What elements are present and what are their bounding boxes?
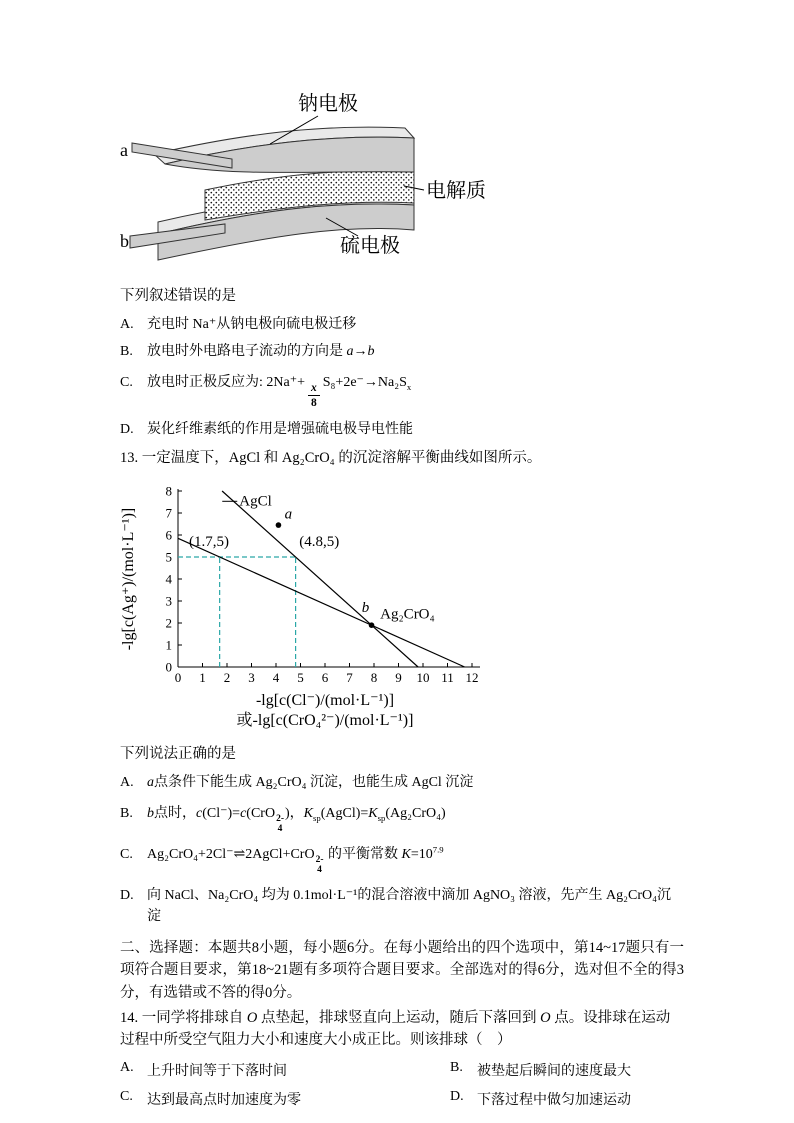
battery-diagram — [120, 86, 540, 278]
q14-options — [120, 1060, 684, 1109]
q14-stem: 14. 一同学将排球自 O 点垫起，排球竖直向上运动，随后下落回到 O 点。设排球在运动过程中所受空气阻力大小和速度大小成正比。则该排球（ ） — [120, 1010, 671, 1049]
y-tick-label: 6 — [165, 527, 172, 543]
x-tick-label: 10 — [416, 670, 430, 686]
option-letter: D. — [450, 1088, 464, 1104]
q14-option-a — [120, 1060, 450, 1080]
annotation: Ag₂CrO₄ — [380, 606, 435, 623]
data-point — [276, 523, 282, 529]
x-tick-label: 3 — [248, 670, 255, 686]
annotation: (1.7,5) — [189, 534, 230, 551]
sulfur-electrode-label: 硫电极 — [340, 235, 400, 257]
option-text: a点条件下能生成 Ag₂CrO₄ 沉淀，也能生成 AgCl 沉淀 — [147, 775, 474, 791]
terminal-a-label: a — [120, 140, 128, 160]
q13-option-c — [120, 845, 684, 875]
option-letter: A. — [120, 316, 134, 332]
annotation: AgCl — [239, 493, 272, 510]
option-text: 放电时外电路电子流动的方向是 a→b — [147, 344, 375, 360]
y-tick-label: 3 — [165, 593, 172, 609]
series-line — [178, 539, 465, 668]
q13-question: 下列说法正确的是 — [120, 746, 236, 763]
option-letter: B. — [120, 806, 133, 822]
q14-option-c — [120, 1089, 450, 1109]
option-text: 下落过程中做匀加速运动 — [477, 1092, 631, 1108]
x-tick-label: 4 — [272, 670, 280, 686]
x-tick-label: 11 — [441, 670, 454, 686]
x-tick-label: 2 — [223, 670, 231, 686]
option-text: 充电时 Na⁺从钠电极向硫电极迁移 — [147, 316, 357, 332]
annotation: b — [361, 600, 370, 617]
x-tick-label: 1 — [199, 670, 206, 686]
y-tick-label: 0 — [165, 659, 172, 675]
electrolyte-label: 电解质 — [426, 180, 486, 202]
x-tick-label: 9 — [395, 670, 402, 686]
x-tick-label: 12 — [465, 670, 479, 686]
q13-option-a — [120, 773, 684, 793]
y-tick-label: 1 — [165, 637, 172, 653]
option-letter: C. — [120, 847, 133, 863]
q13-option-d — [120, 886, 684, 927]
option-letter: C. — [120, 1088, 133, 1104]
y-tick-label: 8 — [165, 483, 172, 499]
x-axis-label: -lg[c(Cl⁻)/(mol·L⁻¹)] — [255, 692, 395, 710]
q13-option-b — [120, 804, 684, 834]
q12-option-a — [120, 315, 684, 335]
option-letter: D. — [120, 888, 134, 904]
y-tick-label: 2 — [165, 615, 172, 631]
terminal-b-label: b — [120, 231, 129, 251]
section2-instructions: 二、选择题：本题共8小题，每小题6分。在每小题给出的四个选项中，第14~17题只有一项符合题目要求，第18~21题有多项符合题目要求。全部选对的得6分，选对但不全的得3分，有选错或不答的得0分。 — [120, 939, 684, 1001]
option-letter: C. — [120, 375, 133, 391]
option-text: 被垫起后瞬间的速度最大 — [477, 1063, 631, 1079]
option-text: 达到最高点时加速度为零 — [147, 1092, 301, 1108]
option-text: 炭化纤维素纸的作用是增强硫电极导电性能 — [147, 422, 413, 438]
option-letter: B. — [120, 344, 133, 360]
q12-stem: 下列叙述错误的是 — [120, 288, 236, 304]
solubility-equilibrium-chart — [120, 475, 494, 735]
option-letter: B. — [450, 1059, 463, 1075]
option-letter: A. — [120, 1059, 134, 1075]
x-tick-label: 0 — [174, 670, 182, 686]
x-tick-label: 8 — [370, 670, 378, 686]
annotation: a — [284, 506, 293, 523]
q12-option-d — [120, 420, 684, 440]
series-line — [222, 491, 418, 667]
q14-option-d — [450, 1089, 684, 1109]
option-text: Ag₂CrO₄+2Cl⁻⇌2AgCl+CrO 2- 4 的平衡常数 $K=10^{7.9}$ — [147, 844, 444, 875]
option-text: 上升时间等于下落时间 — [147, 1063, 287, 1079]
solubility-chart-block — [120, 475, 684, 740]
x-axis-label-line2: 或-lg[c(CrO₄²⁻)/(mol·L⁻¹)] — [236, 712, 414, 730]
option-text: 放电时正极反应为: 2Na⁺+ $\frac{x}{8}$ $S_8+2e^-\to Na_2S_x$ — [147, 375, 412, 410]
data-point — [369, 623, 375, 629]
option-letter: A. — [120, 775, 134, 791]
option-text: b点时，c(Cl⁻)=c(CrO 2- 4 )，$K_{sp}(AgCl)=K_{sp}(Ag_2CrO_4)$ — [147, 806, 446, 834]
y-axis-label: -lg[c(Ag⁺)/(mol·L⁻¹)] — [120, 508, 137, 651]
y-tick-label: 5 — [165, 549, 172, 565]
y-tick-label: 7 — [165, 505, 172, 521]
x-tick-label: 5 — [297, 670, 304, 686]
q13-stem: 13. 一定温度下，AgCl 和 Ag₂CrO₄ 的沉淀溶解平衡曲线如图所示。 — [120, 449, 542, 466]
option-text: 向 NaCl、Na₂CrO₄ 均为 0.1mol·L⁻¹的混合溶液中滴加 AgNO₃ 溶液，先产生 Ag₂CrO₄沉淀 — [147, 888, 672, 924]
x-tick-label: 7 — [346, 670, 353, 686]
y-tick-label: 4 — [165, 571, 172, 587]
annotation: (4.8,5) — [299, 534, 340, 551]
q14-option-b — [450, 1060, 684, 1080]
q12-option-c — [120, 373, 684, 409]
q12-option-b — [120, 342, 684, 362]
option-letter: D. — [120, 422, 134, 438]
x-tick-label: 6 — [321, 670, 329, 686]
sodium-electrode-label: 钠电极 — [298, 93, 358, 115]
